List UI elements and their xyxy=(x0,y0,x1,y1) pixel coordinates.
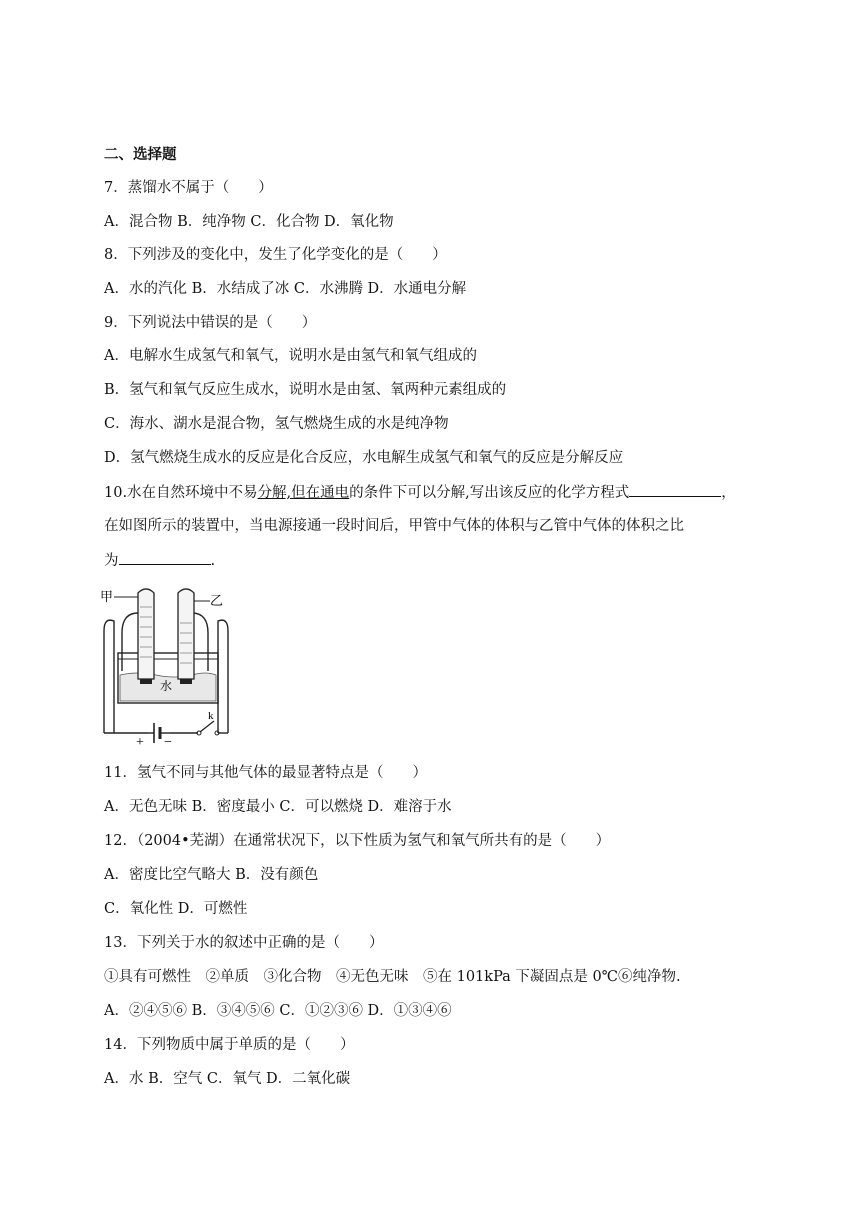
electrode-left xyxy=(140,679,152,684)
q10-text-b: 分解,但在通电 xyxy=(257,485,350,501)
q9-option-d: D．氢气燃烧生成水的反应是化合反应，水电解生成氢气和氧气的反应是分解反应 xyxy=(104,450,624,466)
q10-line3 xyxy=(104,550,215,571)
q12-stem: 12．（2004•芜湖）在通常状况下，以下性质为氢气和氧气所共有的是（ ） xyxy=(104,833,611,849)
label-yi: 乙 xyxy=(210,593,224,608)
q8-options: A．水的汽化 B．水结成了冰 C．水沸腾 D．水通电分解 xyxy=(104,281,467,297)
q14-options: A．水 B．空气 C．氧气 D．二氧化碳 xyxy=(104,1071,351,1087)
electrode-right xyxy=(180,679,192,684)
q11-stem: 11．氢气不同与其他气体的最显著特点是（ ） xyxy=(104,765,427,781)
q12-options-1: A．密度比空气略大 B．没有颜色 xyxy=(104,867,319,883)
label-k: k xyxy=(208,710,214,722)
q9-option-b: B．氢气和氧气反应生成水，说明水是由氢、氧两种元素组成的 xyxy=(104,382,507,398)
q9-stem: 9．下列说法中错误的是（ ） xyxy=(104,315,317,331)
q14-stem: 14．下列物质中属于单质的是（ ） xyxy=(104,1037,355,1053)
section-title: 二、选择题 xyxy=(104,146,177,163)
switch-blade xyxy=(200,721,214,732)
q12-options-2: C．氧化性 D．可燃性 xyxy=(104,901,248,917)
label-plus: + xyxy=(136,735,144,748)
q9-option-a: A．电解水生成氢气和氧气，说明水是由氢气和氧气组成的 xyxy=(104,348,477,364)
q10-text-a: 10.水在自然环境中不易 xyxy=(104,485,258,501)
q10-line2: 在如图所示的装置中，当电源接通一段时间后，甲管中气体的体积与乙管中气体的体积之比 xyxy=(104,518,684,534)
q10-text-d: ， xyxy=(721,485,736,501)
q10-text-c: 的条件下可以分解,写出该反应的化学方程式 xyxy=(349,485,630,501)
label-water: 水 xyxy=(160,679,173,693)
q7-stem: 7．蒸馏水不属于（ ） xyxy=(104,180,273,196)
q9-option-c: C．海水、湖水是混合物，氢气燃烧生成的水是纯净物 xyxy=(104,416,449,432)
q10-line3-suffix: . xyxy=(210,553,216,569)
q10-ratio-blank[interactable] xyxy=(119,550,211,565)
q11-options: A．无色无味 B．密度最小 C．可以燃烧 D．难溶于水 xyxy=(104,799,452,815)
electrolysis-apparatus-diagram xyxy=(98,583,238,748)
q13-items: ①具有可燃性 ②单质 ③化合物 ④无色无味 ⑤在 101kPa 下凝固点是 0℃⑥纯净物. xyxy=(104,969,681,985)
q10-equation-blank[interactable] xyxy=(629,482,721,497)
label-minus: − xyxy=(164,735,172,748)
outer-left-wire xyxy=(104,620,114,733)
outer-right-wire xyxy=(218,620,228,733)
q13-options: A．②④⑤⑥ B．③④⑤⑥ C．①②③⑥ D．①③④⑥ xyxy=(104,1003,452,1019)
q13-stem: 13．下列关于水的叙述中正确的是（ ） xyxy=(104,935,384,951)
label-jia: 甲 xyxy=(100,589,114,604)
q8-stem: 8．下列涉及的变化中，发生了化学变化的是（ ） xyxy=(104,247,447,263)
q10-line3-prefix: 为 xyxy=(104,553,119,569)
tube-yi xyxy=(178,589,194,679)
q7-options: A．混合物 B．纯净物 C．化合物 D．氧化物 xyxy=(104,214,394,230)
q10-line1 xyxy=(104,482,736,503)
tube-jia xyxy=(138,589,154,679)
